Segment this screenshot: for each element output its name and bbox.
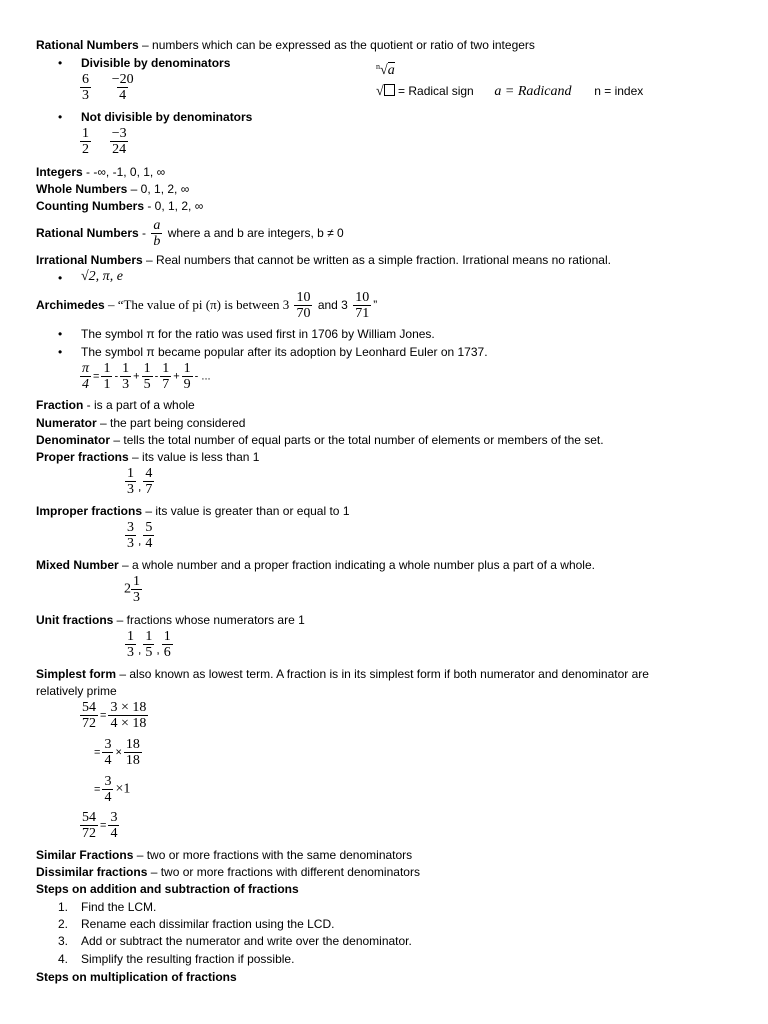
step-item: Simplify the resulting fraction if possible. bbox=[81, 952, 295, 966]
steps-add-title: Steps on addition and subtraction of fractions bbox=[36, 882, 299, 896]
irrational-examples: √2, π, e bbox=[81, 269, 123, 284]
notdiv-fractions: $\frac{1}{2}$ $\frac{-3}{24}$ bbox=[82, 126, 127, 157]
simplify-step-2: = $\frac{3}{4}$ × $\frac{18}{18}$ bbox=[94, 737, 140, 768]
denominator-line: Denominator – tells the total number of equal parts or the total number of elements or members of the set. bbox=[36, 433, 604, 447]
proper-line: Proper fractions – its value is less than 1 bbox=[36, 450, 260, 464]
unit-fractions: $\frac{1}{3}$ , $\frac{1}{5}$ , $\frac{1}{6}$ bbox=[127, 629, 171, 660]
dissimilar-line: Dissimilar fractions – two or more fractions with different denominators bbox=[36, 865, 420, 879]
step-number: 4. bbox=[58, 952, 69, 966]
improper-line: Improper fractions – its value is greater than or equal to 1 bbox=[36, 504, 350, 518]
pi-bullet: The symbol π became popular after its adoption by Leonhard Euler on 1737. bbox=[81, 345, 488, 359]
bullet-icon: • bbox=[58, 56, 63, 70]
divisible-fractions bbox=[78, 72, 138, 103]
radical-legend: √ = Radical sign a = Radicand n = index bbox=[376, 84, 644, 99]
simplest-line: Simplest form – also known as lowest term. A fraction is in its simplest form if both numerator and denominator are bbox=[36, 667, 649, 681]
fraction: $\frac{-20}{4}$ bbox=[111, 72, 134, 103]
step-number: 1. bbox=[58, 900, 69, 914]
bullet-icon: • bbox=[58, 110, 63, 124]
whole-line: Whole Numbers – 0, 1, 2, ∞ bbox=[36, 182, 190, 196]
similar-line: Similar Fractions – two or more fractions with the same denominators bbox=[36, 848, 413, 862]
fraction-line: Fraction - is a part of a whole bbox=[36, 398, 195, 412]
step-item: Add or subtract the numerator and write over the denominator. bbox=[81, 934, 412, 948]
simplify-step-1: $\frac{54}{72}$ = $\frac{3 \times 18}{4 \times 18}$ bbox=[82, 700, 147, 731]
term: Rational Numbers bbox=[36, 38, 139, 52]
proper-fractions: $\frac{1}{3}$ , $\frac{4}{7}$ bbox=[127, 466, 153, 497]
archimedes-line: Archimedes – “The value of pi (π) is between 3 $\frac{10}{70}$ and 3 $\frac{10}{71}$ ” bbox=[36, 290, 378, 322]
pi-bullet: The symbol π for the ratio was used first in 1706 by William Jones. bbox=[81, 327, 435, 341]
pi-series: $\frac{\pi}{4}$ = $\frac{1}{1}$ - $\frac{1}{3}$ + $\frac{1}{5}$ - $\frac{1}{7}$ + $\frac{1}{9}$ - ... bbox=[82, 361, 211, 392]
integers-line: Integers - -∞, -1, 0, 1, ∞ bbox=[36, 165, 166, 179]
step-item: Find the LCM. bbox=[81, 900, 157, 914]
simplify-step-3: = $\frac{3}{4}$ ×1 bbox=[94, 774, 131, 805]
simplest-line-cont: relatively prime bbox=[36, 684, 117, 698]
definition: – numbers which can be expressed as the quotient or ratio of two integers bbox=[138, 38, 535, 52]
improper-fractions: $\frac{3}{3}$ , $\frac{5}{4}$ bbox=[127, 520, 153, 551]
rational-ab-line: Rational Numbers - $\frac{a}{b}$ where a and b are integers, b ≠ 0 bbox=[36, 218, 344, 250]
mixed-line: Mixed Number – a whole number and a proper fraction indicating a whole number plus a part of a whole. bbox=[36, 558, 595, 572]
bullet-icon: • bbox=[58, 271, 63, 285]
simplify-step-4: $\frac{54}{72}$ = $\frac{3}{4}$ bbox=[82, 810, 118, 841]
bullet-icon: • bbox=[58, 327, 63, 341]
unit-line: Unit fractions – fractions whose numerators are 1 bbox=[36, 613, 305, 627]
step-item: Rename each dissimilar fraction using the LCD. bbox=[81, 917, 335, 931]
step-number: 2. bbox=[58, 917, 69, 931]
step-number: 3. bbox=[58, 934, 69, 948]
rational-definition bbox=[36, 38, 535, 52]
radical-expression: $^n$√a bbox=[376, 62, 395, 78]
numerator-line: Numerator – the part being considered bbox=[36, 416, 246, 430]
divisible-label: Divisible by denominators bbox=[81, 56, 231, 70]
steps-mult-title: Steps on multiplication of fractions bbox=[36, 970, 237, 984]
mixed-example: 2 $\frac{1}{3}$ bbox=[124, 574, 140, 605]
irrational-line: Irrational Numbers – Real numbers that cannot be written as a simple fraction. Irrational means no rational. bbox=[36, 253, 611, 267]
bullet-icon: • bbox=[58, 345, 63, 359]
fraction: $\frac{6}{3}$ bbox=[82, 72, 89, 103]
notdiv-label: Not divisible by denominators bbox=[81, 110, 253, 124]
counting-line: Counting Numbers - 0, 1, 2, ∞ bbox=[36, 199, 204, 213]
